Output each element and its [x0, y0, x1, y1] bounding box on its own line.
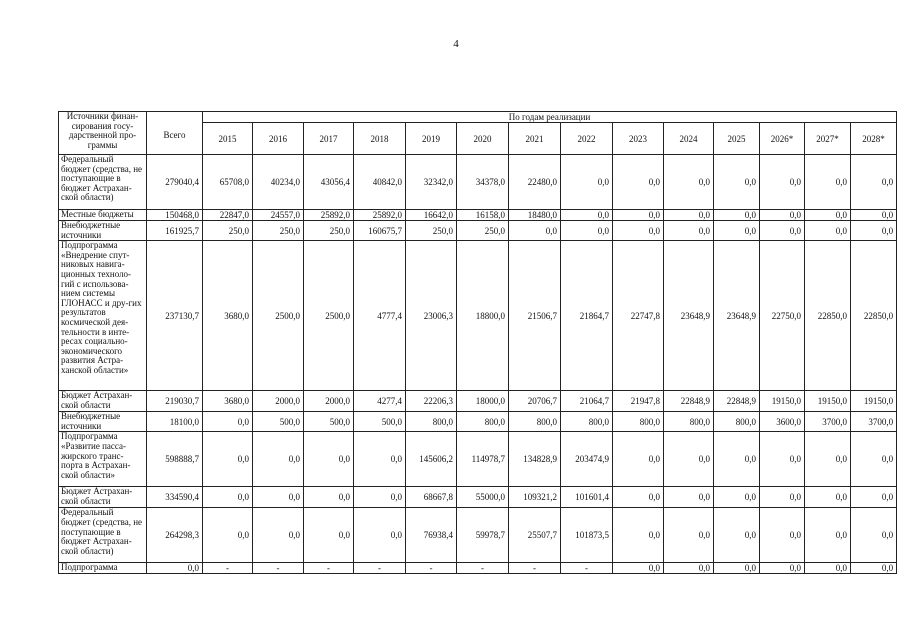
year-value-cell: -	[406, 563, 457, 574]
year-header: 2023	[613, 123, 664, 155]
year-value-cell: 0,0	[805, 563, 851, 574]
year-value-cell: 0,0	[664, 221, 714, 241]
year-header: 2018	[354, 123, 406, 155]
year-value-cell: 40842,0	[354, 155, 406, 210]
year-value-cell: 0,0	[304, 432, 354, 487]
year-value-cell: 0,0	[613, 487, 664, 508]
year-value-cell: 16642,0	[406, 210, 457, 221]
year-value-cell: 0,0	[714, 210, 760, 221]
row-total-cell: 264298,3	[147, 508, 203, 563]
table-row	[59, 241, 897, 391]
year-value-cell: 0,0	[714, 487, 760, 508]
year-value-cell: 0,0	[664, 508, 714, 563]
row-source-label: Местные бюджеты	[59, 210, 147, 221]
year-value-cell: 0,0	[203, 508, 253, 563]
year-value-cell: 0,0	[253, 508, 304, 563]
year-value-cell: 0,0	[851, 563, 897, 574]
year-value-cell: 19150,0	[851, 391, 897, 412]
year-value-cell: 0,0	[714, 221, 760, 241]
year-value-cell: -	[253, 563, 304, 574]
page-number: 4	[453, 38, 459, 50]
year-value-cell: 0,0	[203, 487, 253, 508]
year-value-cell: 3700,0	[851, 412, 897, 432]
row-total-cell: 598888,7	[147, 432, 203, 487]
year-value-cell: 0,0	[760, 563, 805, 574]
year-value-cell: 22747,8	[613, 241, 664, 391]
year-value-cell: 0,0	[203, 412, 253, 432]
year-value-cell: 21064,7	[561, 391, 613, 412]
year-value-cell: 0,0	[613, 563, 664, 574]
year-value-cell: 21864,7	[561, 241, 613, 391]
year-value-cell: 250,0	[304, 221, 354, 241]
year-value-cell: 250,0	[253, 221, 304, 241]
year-header: 2017	[304, 123, 354, 155]
year-value-cell: 3680,0	[203, 241, 253, 391]
table-row	[59, 391, 897, 412]
table-row	[59, 432, 897, 487]
row-source-label: Бюджет Астрахан-ской области	[59, 391, 147, 412]
year-value-cell: 0,0	[613, 432, 664, 487]
year-value-cell: 3680,0	[203, 391, 253, 412]
year-value-cell: 0,0	[760, 432, 805, 487]
year-value-cell: 0,0	[354, 487, 406, 508]
year-value-cell: 0,0	[851, 221, 897, 241]
year-value-cell: 21947,8	[613, 391, 664, 412]
year-value-cell: -	[509, 563, 561, 574]
year-value-cell: 18800,0	[457, 241, 509, 391]
year-value-cell: 22750,0	[760, 241, 805, 391]
year-value-cell: 23648,9	[664, 241, 714, 391]
year-value-cell: 43056,4	[304, 155, 354, 210]
year-value-cell: 250,0	[457, 221, 509, 241]
year-value-cell: 0,0	[561, 155, 613, 210]
year-value-cell: 2500,0	[304, 241, 354, 391]
year-value-cell: 59978,7	[457, 508, 509, 563]
year-value-cell: 40234,0	[253, 155, 304, 210]
year-value-cell: 0,0	[714, 508, 760, 563]
year-value-cell: -	[354, 563, 406, 574]
year-value-cell: 3600,0	[760, 412, 805, 432]
year-value-cell: 0,0	[851, 210, 897, 221]
year-value-cell: 22480,0	[509, 155, 561, 210]
year-value-cell: 2000,0	[253, 391, 304, 412]
year-value-cell: 0,0	[805, 221, 851, 241]
year-value-cell: 203474,9	[561, 432, 613, 487]
year-value-cell: 800,0	[561, 412, 613, 432]
year-value-cell: -	[561, 563, 613, 574]
year-value-cell: 22850,0	[851, 241, 897, 391]
year-value-cell: 22206,3	[406, 391, 457, 412]
row-source-label: Федеральный бюджет (средства, не поступающие в бюджет Астрахан-ской области)	[59, 508, 147, 563]
year-value-cell: 22847,0	[203, 210, 253, 221]
year-header: 2019	[406, 123, 457, 155]
year-value-cell: 500,0	[304, 412, 354, 432]
year-header: 2021	[509, 123, 561, 155]
row-source-label: Внебюджетные источники	[59, 221, 147, 241]
year-value-cell: 800,0	[406, 412, 457, 432]
year-value-cell: 0,0	[304, 487, 354, 508]
year-value-cell: 0,0	[613, 508, 664, 563]
year-value-cell: 16158,0	[457, 210, 509, 221]
year-value-cell: 800,0	[509, 412, 561, 432]
year-value-cell: 0,0	[851, 155, 897, 210]
year-value-cell: 4277,4	[354, 391, 406, 412]
year-header: 2015	[203, 123, 253, 155]
row-total-cell: 279040,4	[147, 155, 203, 210]
row-source-label: Бюджет Астрахан-ской области	[59, 487, 147, 508]
year-value-cell: 0,0	[253, 487, 304, 508]
year-value-cell: 18480,0	[509, 210, 561, 221]
table-row	[59, 412, 897, 432]
year-value-cell: 0,0	[851, 508, 897, 563]
year-value-cell: 0,0	[613, 221, 664, 241]
year-value-cell: 55000,0	[457, 487, 509, 508]
year-value-cell: 250,0	[203, 221, 253, 241]
year-value-cell: 0,0	[664, 210, 714, 221]
year-value-cell: 0,0	[714, 155, 760, 210]
year-value-cell: 0,0	[664, 563, 714, 574]
year-value-cell: 23648,9	[714, 241, 760, 391]
row-source-label: Подпрограмма «Внедрение спут-никовых навига-ционных техноло-гий с использова-нием системы ГЛОНАСС и дру-гих результатов космической дея-тельности в инте-ресах социально-экономического развития Астра-ханской области»	[59, 241, 147, 391]
year-value-cell: 21506,7	[509, 241, 561, 391]
year-value-cell: 0,0	[253, 432, 304, 487]
year-header: 2025	[714, 123, 760, 155]
year-value-cell: 19150,0	[760, 391, 805, 412]
year-header: 2026*	[760, 123, 805, 155]
year-value-cell: -	[203, 563, 253, 574]
year-value-cell: 0,0	[805, 210, 851, 221]
year-value-cell: 109321,2	[509, 487, 561, 508]
row-total-cell: 0,0	[147, 563, 203, 574]
year-value-cell: 2500,0	[253, 241, 304, 391]
year-value-cell: 65708,0	[203, 155, 253, 210]
year-value-cell: 32342,0	[406, 155, 457, 210]
year-value-cell: 250,0	[406, 221, 457, 241]
year-value-cell: 0,0	[805, 432, 851, 487]
table-row	[59, 563, 897, 574]
year-value-cell: 500,0	[354, 412, 406, 432]
year-value-cell: 0,0	[714, 563, 760, 574]
year-value-cell: 20706,7	[509, 391, 561, 412]
total-column-header: Всего	[147, 112, 203, 155]
year-value-cell: 134828,9	[509, 432, 561, 487]
row-source-label: Федеральный бюджет (средства, не поступающие в бюджет Астрахан-ской области)	[59, 155, 147, 210]
year-value-cell: 25892,0	[304, 210, 354, 221]
year-value-cell: 19150,0	[805, 391, 851, 412]
year-value-cell: 0,0	[851, 487, 897, 508]
row-total-cell: 219030,7	[147, 391, 203, 412]
row-total-cell: 18100,0	[147, 412, 203, 432]
table-row	[59, 487, 897, 508]
year-value-cell: 22848,9	[714, 391, 760, 412]
year-value-cell: 500,0	[253, 412, 304, 432]
row-source-label: Подпрограмма «Развитие пасса-жирского транс-порта в Астрахан-ской области»	[59, 432, 147, 487]
financing-table	[58, 111, 897, 574]
year-value-cell: 0,0	[304, 508, 354, 563]
row-total-cell: 237130,7	[147, 241, 203, 391]
year-value-cell: 0,0	[354, 432, 406, 487]
year-value-cell: 800,0	[613, 412, 664, 432]
table-body	[59, 155, 897, 574]
year-value-cell: 0,0	[760, 221, 805, 241]
source-column-header: Источники финан-сирования госу-дарственной про-граммы	[59, 112, 147, 155]
year-value-cell: 23006,3	[406, 241, 457, 391]
year-header: 2024	[664, 123, 714, 155]
year-value-cell: 25892,0	[354, 210, 406, 221]
year-value-cell: 0,0	[664, 155, 714, 210]
year-header: 2022	[561, 123, 613, 155]
table-row	[59, 221, 897, 241]
year-value-cell: 0,0	[613, 155, 664, 210]
year-value-cell: 22848,9	[664, 391, 714, 412]
row-source-label: Подпрограмма	[59, 563, 147, 574]
row-source-label: Внебюджетные источники	[59, 412, 147, 432]
year-value-cell: 0,0	[760, 487, 805, 508]
year-header: 2020	[457, 123, 509, 155]
year-value-cell: 145606,2	[406, 432, 457, 487]
year-value-cell: 0,0	[760, 508, 805, 563]
year-value-cell: 800,0	[457, 412, 509, 432]
year-value-cell: 24557,0	[253, 210, 304, 221]
years-group-header: По годам реализации	[203, 112, 897, 123]
year-value-cell: 22850,0	[805, 241, 851, 391]
row-total-cell: 161925,7	[147, 221, 203, 241]
year-value-cell: 800,0	[664, 412, 714, 432]
year-value-cell: 0,0	[664, 432, 714, 487]
year-value-cell: 0,0	[760, 155, 805, 210]
year-value-cell: 0,0	[509, 221, 561, 241]
year-value-cell: 18000,0	[457, 391, 509, 412]
year-value-cell: 3700,0	[805, 412, 851, 432]
year-value-cell: 0,0	[203, 432, 253, 487]
year-value-cell: 800,0	[714, 412, 760, 432]
year-value-cell: 101601,4	[561, 487, 613, 508]
year-header: 2027*	[805, 123, 851, 155]
year-value-cell: 160675,7	[354, 221, 406, 241]
year-value-cell: 76938,4	[406, 508, 457, 563]
year-value-cell: 0,0	[851, 432, 897, 487]
year-value-cell: 0,0	[805, 155, 851, 210]
year-value-cell: 2000,0	[304, 391, 354, 412]
year-value-cell: 0,0	[760, 210, 805, 221]
year-value-cell: 0,0	[714, 432, 760, 487]
year-value-cell: 34378,0	[457, 155, 509, 210]
year-value-cell: 0,0	[805, 487, 851, 508]
year-header: 2016	[253, 123, 304, 155]
table-row	[59, 155, 897, 210]
year-value-cell: 68667,8	[406, 487, 457, 508]
year-header: 2028*	[851, 123, 897, 155]
year-value-cell: 0,0	[613, 210, 664, 221]
table-row	[59, 508, 897, 563]
table-row	[59, 210, 897, 221]
year-value-cell: 25507,7	[509, 508, 561, 563]
row-total-cell: 150468,0	[147, 210, 203, 221]
year-value-cell: 0,0	[354, 508, 406, 563]
year-value-cell: 0,0	[805, 508, 851, 563]
year-value-cell: 101873,5	[561, 508, 613, 563]
year-value-cell: -	[304, 563, 354, 574]
year-value-cell: 0,0	[561, 210, 613, 221]
year-value-cell: 0,0	[561, 221, 613, 241]
year-value-cell: -	[457, 563, 509, 574]
year-value-cell: 4777,4	[354, 241, 406, 391]
year-value-cell: 114978,7	[457, 432, 509, 487]
year-value-cell: 0,0	[664, 487, 714, 508]
row-total-cell: 334590,4	[147, 487, 203, 508]
